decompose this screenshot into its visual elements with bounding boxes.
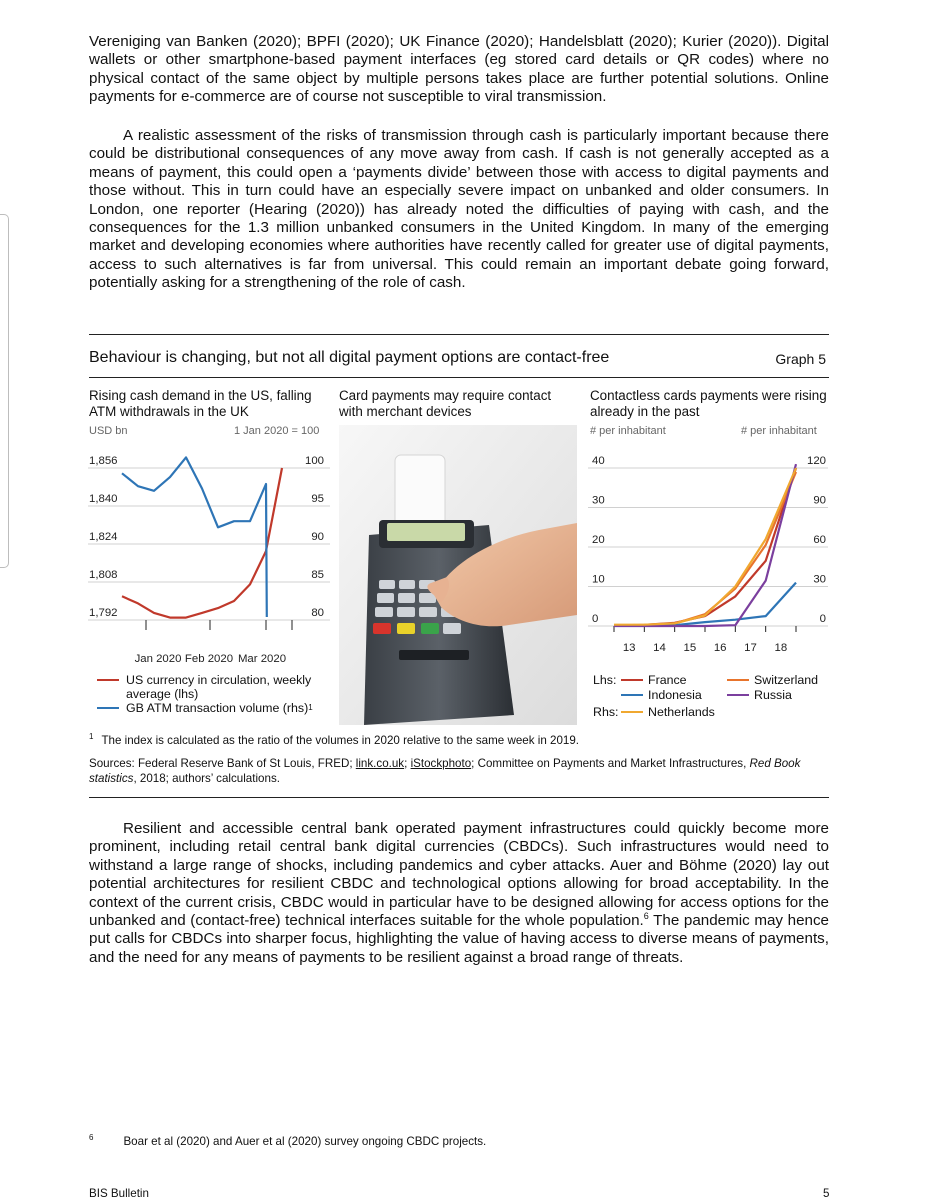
x-tick-label: 16 [713, 642, 727, 654]
panel-2-title: Card payments may require contact with merchant devices [339, 388, 552, 419]
scroll-handle[interactable] [0, 214, 9, 568]
x-tick-label: Feb 2020 [184, 653, 234, 665]
panel-3-legend [593, 673, 833, 723]
y-tick-rhs: 120 [806, 455, 826, 467]
panel-1-legend [97, 673, 316, 715]
y-tick-lhs: 40 [592, 455, 605, 467]
chart-cash-vs-atm [86, 440, 336, 668]
y-tick-lhs: 1,840 [89, 493, 118, 505]
series-line-indonesia [614, 583, 796, 626]
x-tick-label: 17 [744, 642, 757, 654]
legend-france: France [621, 673, 687, 687]
y-tick-rhs: 0 [819, 613, 826, 625]
graph-title-rule [89, 377, 829, 378]
graph-bottom-rule [89, 797, 829, 798]
y-tick-rhs: 85 [311, 569, 324, 581]
y-tick-lhs: 0 [592, 613, 599, 625]
legend-rhs-label: Rhs: [593, 705, 619, 719]
y-tick-lhs: 20 [592, 534, 605, 546]
y-tick-lhs: 1,808 [89, 569, 118, 581]
legend-switzerland: Switzerland [727, 673, 818, 687]
graph-top-rule [89, 334, 829, 335]
y-tick-lhs: 1,824 [89, 531, 118, 543]
footer-publication: BIS Bulletin [89, 1187, 149, 1200]
panel-3-title: Contactless cards payments were rising already in the past [590, 388, 827, 419]
x-tick-label: 13 [622, 642, 636, 654]
y-tick-rhs: 90 [311, 531, 324, 543]
graph-title: Behaviour is changing, but not all digital payment options are contact-free [89, 349, 610, 366]
y-tick-rhs: 100 [304, 455, 324, 467]
y-tick-lhs: 10 [592, 573, 605, 586]
link-istockphoto[interactable]: iStockphoto [410, 757, 472, 770]
x-tick-label: 14 [653, 642, 666, 654]
series-line-gb-atm [122, 457, 267, 617]
y-tick-rhs: 80 [311, 607, 324, 619]
graph-number: Graph 5 [775, 351, 826, 367]
y-tick-rhs: 90 [813, 494, 826, 507]
paragraph-2: A realistic assessment of the risks of transmission through cash is particularly important because there could be distributional consequences of any move away from cash. If cash is not generally accepted as a means of payment, this could open a ‘payments divide’ between those with access to digital payments and those without. This in turn could have an especially severe impact on unbanked and older consumers. In London, one reporter (Hearing (2020)) has already noted the difficulties of paying with cash, and the consequences for the 1.3 million unbanked consumers in the United Kingdom. In many of the emerging market and developing economies where authorities have recently called for greater use of digital payments, access to such alternatives is far from universal. This could remain an important debate going forward, potentially asking for a strengthening of the role of cash. [89, 127, 829, 292]
link-link-co-uk[interactable]: link.co.uk [355, 757, 405, 770]
graph-footnote: $^1$ The index is calculated as the ratio of the volumes in 2020 relative to the same week in 2019. [89, 732, 580, 747]
graph-sources: Sources: Federal Reserve Bank of St Louis, FRED; link.co.uk; iStockphoto; Committee on Payments and Market Infrastructures, Red Book statistics, 2018; authors’ calculations. [89, 757, 801, 785]
panel-3-lhs-unit: # per inhabitant [590, 425, 666, 437]
legend-indonesia: Indonesia [621, 688, 702, 702]
y-tick-lhs: 1,856 [89, 455, 118, 467]
panel-3-rhs-unit: # per inhabitant [741, 425, 817, 437]
y-tick-lhs: 30 [592, 494, 605, 507]
x-tick-label: 15 [683, 642, 697, 654]
panel-1-title: Rising cash demand in the US, falling ATM withdrawals in the UK [89, 388, 312, 419]
y-tick-rhs: 60 [813, 534, 826, 546]
legend-us-currency: US currency in circulation, weekly average (lhs) [97, 673, 316, 701]
y-tick-rhs: 30 [813, 573, 826, 586]
legend-swatch-blue [97, 707, 119, 709]
page-footnote: $^6$ Boar et al (2020) and Auer et al (2020) survey ongoing CBDC projects. [89, 1133, 487, 1148]
panel-1-lhs-unit: USD bn [89, 425, 128, 437]
page-number: 5 [823, 1187, 830, 1200]
legend-russia: Russia [727, 688, 792, 702]
x-tick-label: Jan 2020 [134, 653, 182, 665]
x-tick-label: 18 [774, 642, 788, 654]
y-tick-lhs: 1,792 [89, 607, 118, 619]
paragraph-3: Resilient and accessible central bank operated payment infrastructures could quickly become more prominent, including retail central bank digital currencies (CBDCs). Such infrastructures would need to withstand a large range of shocks, including pandemics and cyber attacks. Auer and Böhme (2020) lay out potential architectures for resilient CBDC and technological options allowing for broad acceptability. In the context of the current crisis, CBDC would in particular have to be designed allowing for access options for the unbanked and (contact-free) technical interfaces suitable for the whole population.$^6$ The pandemic may hence put calls for CBDCs into sharper focus, highlighting the value of having access to diverse means of payments, and the need for any means of payments to be resilient against a broad range of threats. [89, 820, 830, 966]
x-tick-label: Mar 2020 [237, 653, 287, 665]
legend-swatch-red [97, 679, 119, 681]
series-line-netherlands [614, 468, 796, 625]
card-terminal-photo [339, 425, 577, 725]
chart-contactless-payments [586, 440, 832, 672]
series-line-russia [614, 464, 796, 626]
legend-lhs-label: Lhs: [593, 673, 617, 687]
footnote-ref-6[interactable]: 6 [643, 910, 649, 921]
paragraph-1: Vereniging van Banken (2020); BPFI (2020); UK Finance (2020); Handelsblatt (2020); Kurier (2020)). Digital wallets or other smartphone-based payment interfaces (eg stored card details or QR codes) where no physical contact of the same object by multiple persons takes place are further potential solutions. Online payments for e-commerce are of course not susceptible to viral transmission. [89, 33, 829, 106]
y-tick-rhs: 95 [311, 493, 324, 505]
legend-netherlands: Netherlands [621, 705, 715, 719]
legend-gb-atm: GB ATM transaction volume (rhs) 1 [97, 701, 316, 715]
panel-1-rhs-unit: 1 Jan 2020 = 100 [234, 425, 320, 437]
